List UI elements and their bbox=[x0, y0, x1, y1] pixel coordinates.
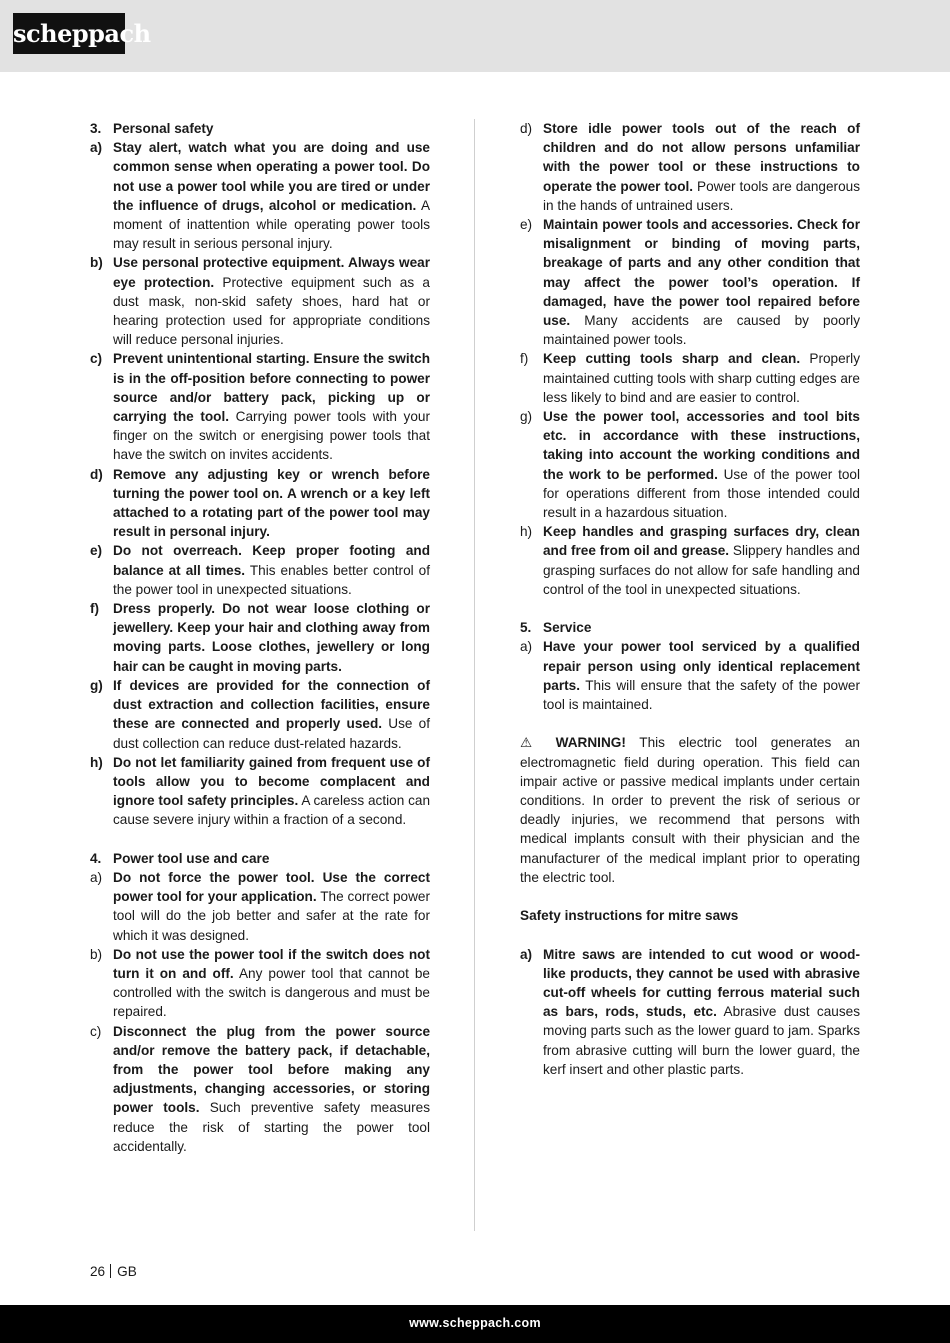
right-column bbox=[520, 119, 860, 1079]
item-bold-text: Keep handles and grasping surfaces dry, clean and free from oil and grease. bbox=[543, 524, 860, 559]
item-text: Any power tool that cannot be controlled with the switch is dangerous and must be repaired. bbox=[113, 965, 430, 1020]
item-bold-text: Use personal protective equipment. Always wear eye protection. bbox=[113, 255, 430, 290]
list-item bbox=[90, 1022, 430, 1156]
list-item bbox=[90, 349, 430, 464]
item-label: d) bbox=[90, 466, 103, 482]
item-label: a) bbox=[90, 869, 103, 885]
item-bold-text: Use the power tool, accessories and tool bits etc. in accordance with these instructions, taking into account the working conditions and the work to be performed. bbox=[543, 409, 860, 482]
item-bold-text: Maintain power tools and accessories. Check for misalignment or binding of moving parts, breakage of parts and any other condition that may affect the power tool’s operation. If damaged, have the power tool repaired before use. bbox=[543, 217, 860, 329]
item-label: f) bbox=[90, 601, 100, 617]
item-bold-text: Stay alert, watch what you are doing and use common sense when operating a power tool. Do not use a power tool while you are tired or under the influence of drugs, alcohol or medication. bbox=[113, 140, 430, 213]
item-label: g) bbox=[520, 409, 533, 425]
section-number: 5. bbox=[520, 620, 532, 636]
list-item bbox=[520, 215, 860, 349]
warning-icon: ⚠ bbox=[520, 735, 543, 751]
item-text: Abrasive dust causes moving parts such as the lower guard to jam. Sparks from abrasive cutting will burn the lower guard, the kerf insert and other plastic parts. bbox=[543, 1004, 860, 1077]
item-text: Properly maintained cutting tools with sharp cutting edges are less likely to bind and are easier to control. bbox=[543, 351, 860, 405]
item-bold-text: Keep cutting tools sharp and clean. bbox=[543, 351, 801, 367]
item-text: Protective equipment such as a dust mask, non-skid safety shoes, hard hat or hearing protection used for appropriate conditions will reduce personal injuries. bbox=[113, 274, 430, 348]
emf-warning bbox=[520, 733, 860, 887]
item-text: Use of the power tool for operations different from those intended could result in a hazardous situation. bbox=[543, 466, 861, 521]
mitre-saw-heading: Safety instructions for mitre saws bbox=[520, 908, 739, 924]
item-text: Carrying power tools with your finger on the switch or energising power tools that have the switch on invites accidents. bbox=[113, 409, 431, 463]
item-text: A moment of inattention while operating power tools may result in serious personal injury. bbox=[113, 197, 431, 252]
page-number: 26 bbox=[90, 1264, 106, 1279]
item-label: h) bbox=[90, 754, 103, 770]
section-heading bbox=[520, 618, 860, 637]
warning-body: This electric tool generates an electromagnetic field during operation. This field can impair active or passive medical implants under certain conditions. In order to prevent the risk of serious or deadly injuries, we recommend that persons with medical implants consult with their physician and the manufacturer of the medical implant prior to operating the electric tool. bbox=[520, 735, 860, 885]
section-title: Power tool use and care bbox=[113, 850, 270, 866]
item-text: This enables better control of the power tool in unexpected situations. bbox=[113, 562, 430, 597]
item-bold-text: Mitre saws are intended to cut wood or wood-like products, they cannot be used with abrasive cut-off wheels for cutting ferrous material such as bars, rods, studs, etc. bbox=[543, 946, 860, 1020]
item-label: e) bbox=[90, 543, 103, 559]
item-bold-text: Do not let familiarity gained from frequent use of tools allow you to become complacent and ignore tool safety principles. bbox=[113, 754, 430, 809]
section-title: Personal safety bbox=[113, 121, 214, 136]
list-item bbox=[520, 522, 860, 599]
language-code: GB bbox=[117, 1264, 137, 1279]
item-text: A careless action can cause severe injury within a fraction of a second. bbox=[113, 793, 431, 828]
section-title: Service bbox=[543, 620, 592, 636]
item-label: a) bbox=[520, 639, 533, 655]
item-bold-text: Do not force the power tool. Use the correct power tool for your application. bbox=[113, 869, 430, 905]
item-label: b) bbox=[90, 946, 103, 962]
item-label: a) bbox=[520, 946, 533, 962]
warning-label: WARNING! bbox=[555, 735, 626, 751]
item-text: Use of dust collection can reduce dust-related hazards. bbox=[113, 716, 430, 751]
item-bold-text: Prevent unintentional starting. Ensure the switch is in the off-position before connecting to power source and/or battery pack, picking up or carrying the tool. bbox=[113, 351, 430, 425]
page-separator bbox=[110, 1264, 111, 1278]
section-heading bbox=[90, 119, 430, 138]
website-url: www.scheppach.com bbox=[409, 1316, 541, 1330]
column-divider bbox=[474, 119, 475, 1231]
list-item bbox=[520, 637, 860, 714]
item-text: Power tools are dangerous in the hands of untrained users. bbox=[543, 178, 860, 213]
item-bold-text: Disconnect the plug from the power source and/or remove the battery pack, if detachable, from the power tool before making any adjustments, changing accessories, or storing power tools. bbox=[113, 1023, 430, 1116]
list-item bbox=[90, 138, 430, 253]
page-footer-number bbox=[90, 1264, 137, 1279]
item-bold-text: Dress properly. Do not wear loose clothing or jewellery. Keep your hair and clothing away from moving parts. Loose clothes, jewellery or long hair can be caught in moving parts. bbox=[113, 601, 430, 674]
item-label: e) bbox=[520, 217, 533, 233]
list-item bbox=[90, 753, 430, 830]
scheppach-logo: scheppach bbox=[13, 13, 125, 54]
item-text: Many accidents are caused by poorly maintained power tools. bbox=[543, 313, 860, 348]
item-label: c) bbox=[90, 1023, 102, 1039]
list-item bbox=[90, 599, 430, 676]
list-item bbox=[90, 945, 430, 1022]
list-item bbox=[90, 465, 430, 542]
item-bold-text: Remove any adjusting key or wrench before turning the power tool on. A wrench or a key left attached to a rotating part of the power tool may result in personal injury. bbox=[113, 466, 430, 540]
item-label: d) bbox=[520, 121, 533, 136]
footer-bar bbox=[0, 1305, 950, 1343]
list-item bbox=[90, 541, 430, 599]
item-bold-text: Have your power tool serviced by a qualified repair person using only identical replacement parts. bbox=[543, 639, 860, 693]
item-label: h) bbox=[520, 524, 533, 540]
section-heading bbox=[90, 849, 430, 868]
item-label: b) bbox=[90, 255, 103, 271]
item-bold-text: Do not use the power tool if the switch does not turn it on and off. bbox=[113, 946, 430, 981]
list-item bbox=[520, 945, 860, 1079]
left-column bbox=[90, 119, 430, 1156]
list-item bbox=[520, 119, 860, 215]
item-text: Slippery handles and grasping surfaces do not allow for safe handling and control of the tool in unexpected situations. bbox=[543, 543, 860, 597]
list-item bbox=[90, 868, 430, 945]
list-item bbox=[90, 676, 430, 753]
list-item bbox=[90, 253, 430, 349]
section-number: 3. bbox=[90, 121, 102, 136]
item-label: g) bbox=[90, 677, 103, 693]
item-bold-text: Do not overreach. Keep proper footing and balance at all times. bbox=[113, 543, 430, 578]
item-label: a) bbox=[90, 140, 103, 156]
item-bold-text: If devices are provided for the connection of dust extraction and collection facilities, ensure these are connected and properly used. bbox=[113, 677, 430, 732]
item-label: c) bbox=[90, 351, 103, 367]
item-text: The correct power tool will do the job better and safer at the rate for which it was designed. bbox=[113, 889, 430, 943]
item-text: This will ensure that the safety of the power tool is maintained. bbox=[543, 677, 860, 713]
header-bar bbox=[0, 0, 950, 72]
section-number: 4. bbox=[90, 850, 102, 866]
list-item bbox=[520, 407, 860, 522]
item-bold-text: Store idle power tools out of the reach of children and do not allow persons unfamiliar with the power tool or these instructions to operate the power tool. bbox=[543, 121, 860, 194]
item-text: Such preventive safety measures reduce the risk of starting the power tool accidentally. bbox=[113, 1100, 430, 1154]
list-item bbox=[520, 349, 860, 407]
item-label: f) bbox=[520, 351, 529, 367]
